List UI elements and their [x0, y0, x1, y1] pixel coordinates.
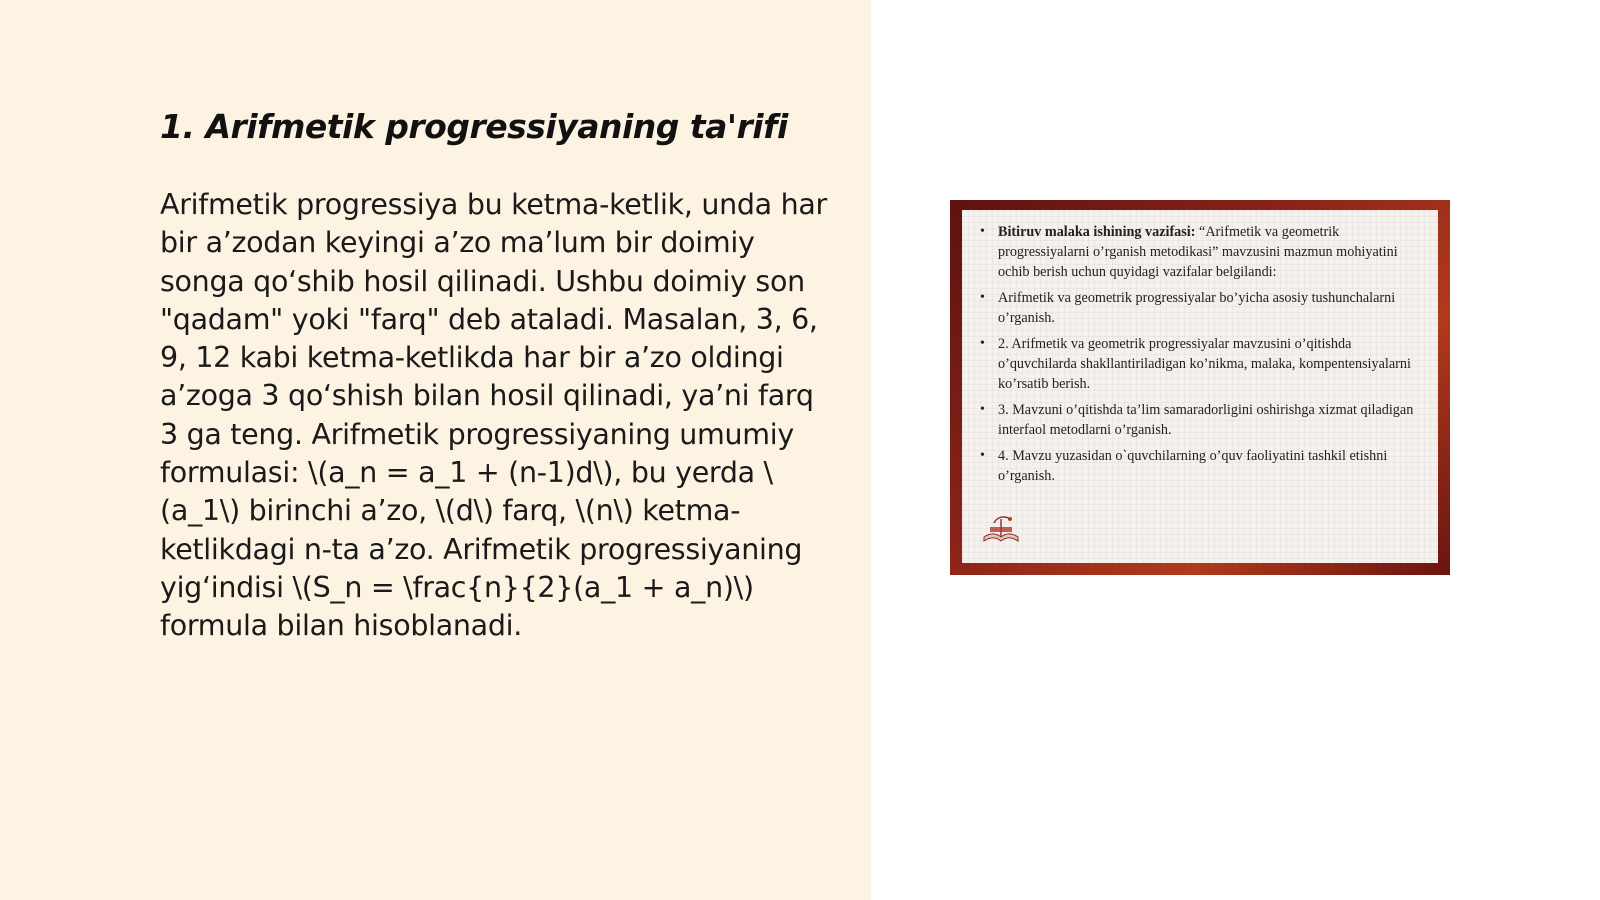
slide-bullet-item: • Arifmetik va geometrik progressiyalar bo’yicha asosiy tushunchalarni o’rganish. — [980, 290, 1396, 326]
bullet-icon: • — [980, 224, 985, 239]
slide-bullet-list — [978, 222, 1418, 486]
slide-bullet-item: • 3. Mavzuni o’qitishda ta’lim samaradorligini oshirishga xizmat qiladigan interfaol metodlarni o’rganish. — [980, 402, 1414, 438]
section-body: Arifmetik progressiya bu ketma-ketlik, unda har bir a’zodan keyingi a’zo ma’lum bir doimiy songa qo‘shib hosil qilinadi. Ushbu doimiy son "qadam" yoki "farq" deb ataladi. Masalan, 3, 6, 9, 12 kabi ketma-ketlikda har bir a’zo oldingi a’zoga 3 qo‘shish bilan hosil qilinadi, ya’ni farq 3 ga teng. Arifmetik progressiyaning umumiy formulasi: \(a_n = a_1 + (n-1)d\), bu yerda \(a_1\) birinchi a’zo, \(d\) farq, \(n\) ketma-ketlikdagi n-ta a’zo. Arifmetik progressiyaning yig‘indisi \(S_n = \frac{n}{2}(a_1 + a_n)\) formula bilan hisoblanadi. — [160, 188, 827, 643]
bullet-icon: • — [980, 448, 985, 463]
slide-image — [950, 200, 1450, 575]
book-logo-icon — [980, 511, 1022, 547]
bullet-icon: • — [980, 336, 985, 351]
bullet-icon: • — [980, 402, 985, 417]
slide-bullet-item: • 2. Arifmetik va geometrik progressiyalar mavzusini o’qitishda o’quvchilarda shakllantiriladigan ko’nikma, malaka, kompentensiyalarni ko’rsatib berish. — [980, 336, 1411, 392]
section-title: 1. Arifmetik progressiyaning ta'rifi — [160, 107, 788, 146]
bullet-icon: • — [980, 290, 985, 305]
slide-bullet-item: • Bitiruv malaka ishining vazifasi: “Arifmetik va geometrik progressiyalarni o’rganish metodikasi” mavzusini mazmun mohiyatini ochib berish uchun quyidagi vazifalar belgilandi: — [980, 224, 1398, 280]
slide-image-content — [962, 210, 1438, 563]
slide-bullet-item: • 4. Mavzu yuzasidan o`quvchilarning o’quv faoliyatini tashkil etishni o’rganish. — [980, 448, 1388, 484]
